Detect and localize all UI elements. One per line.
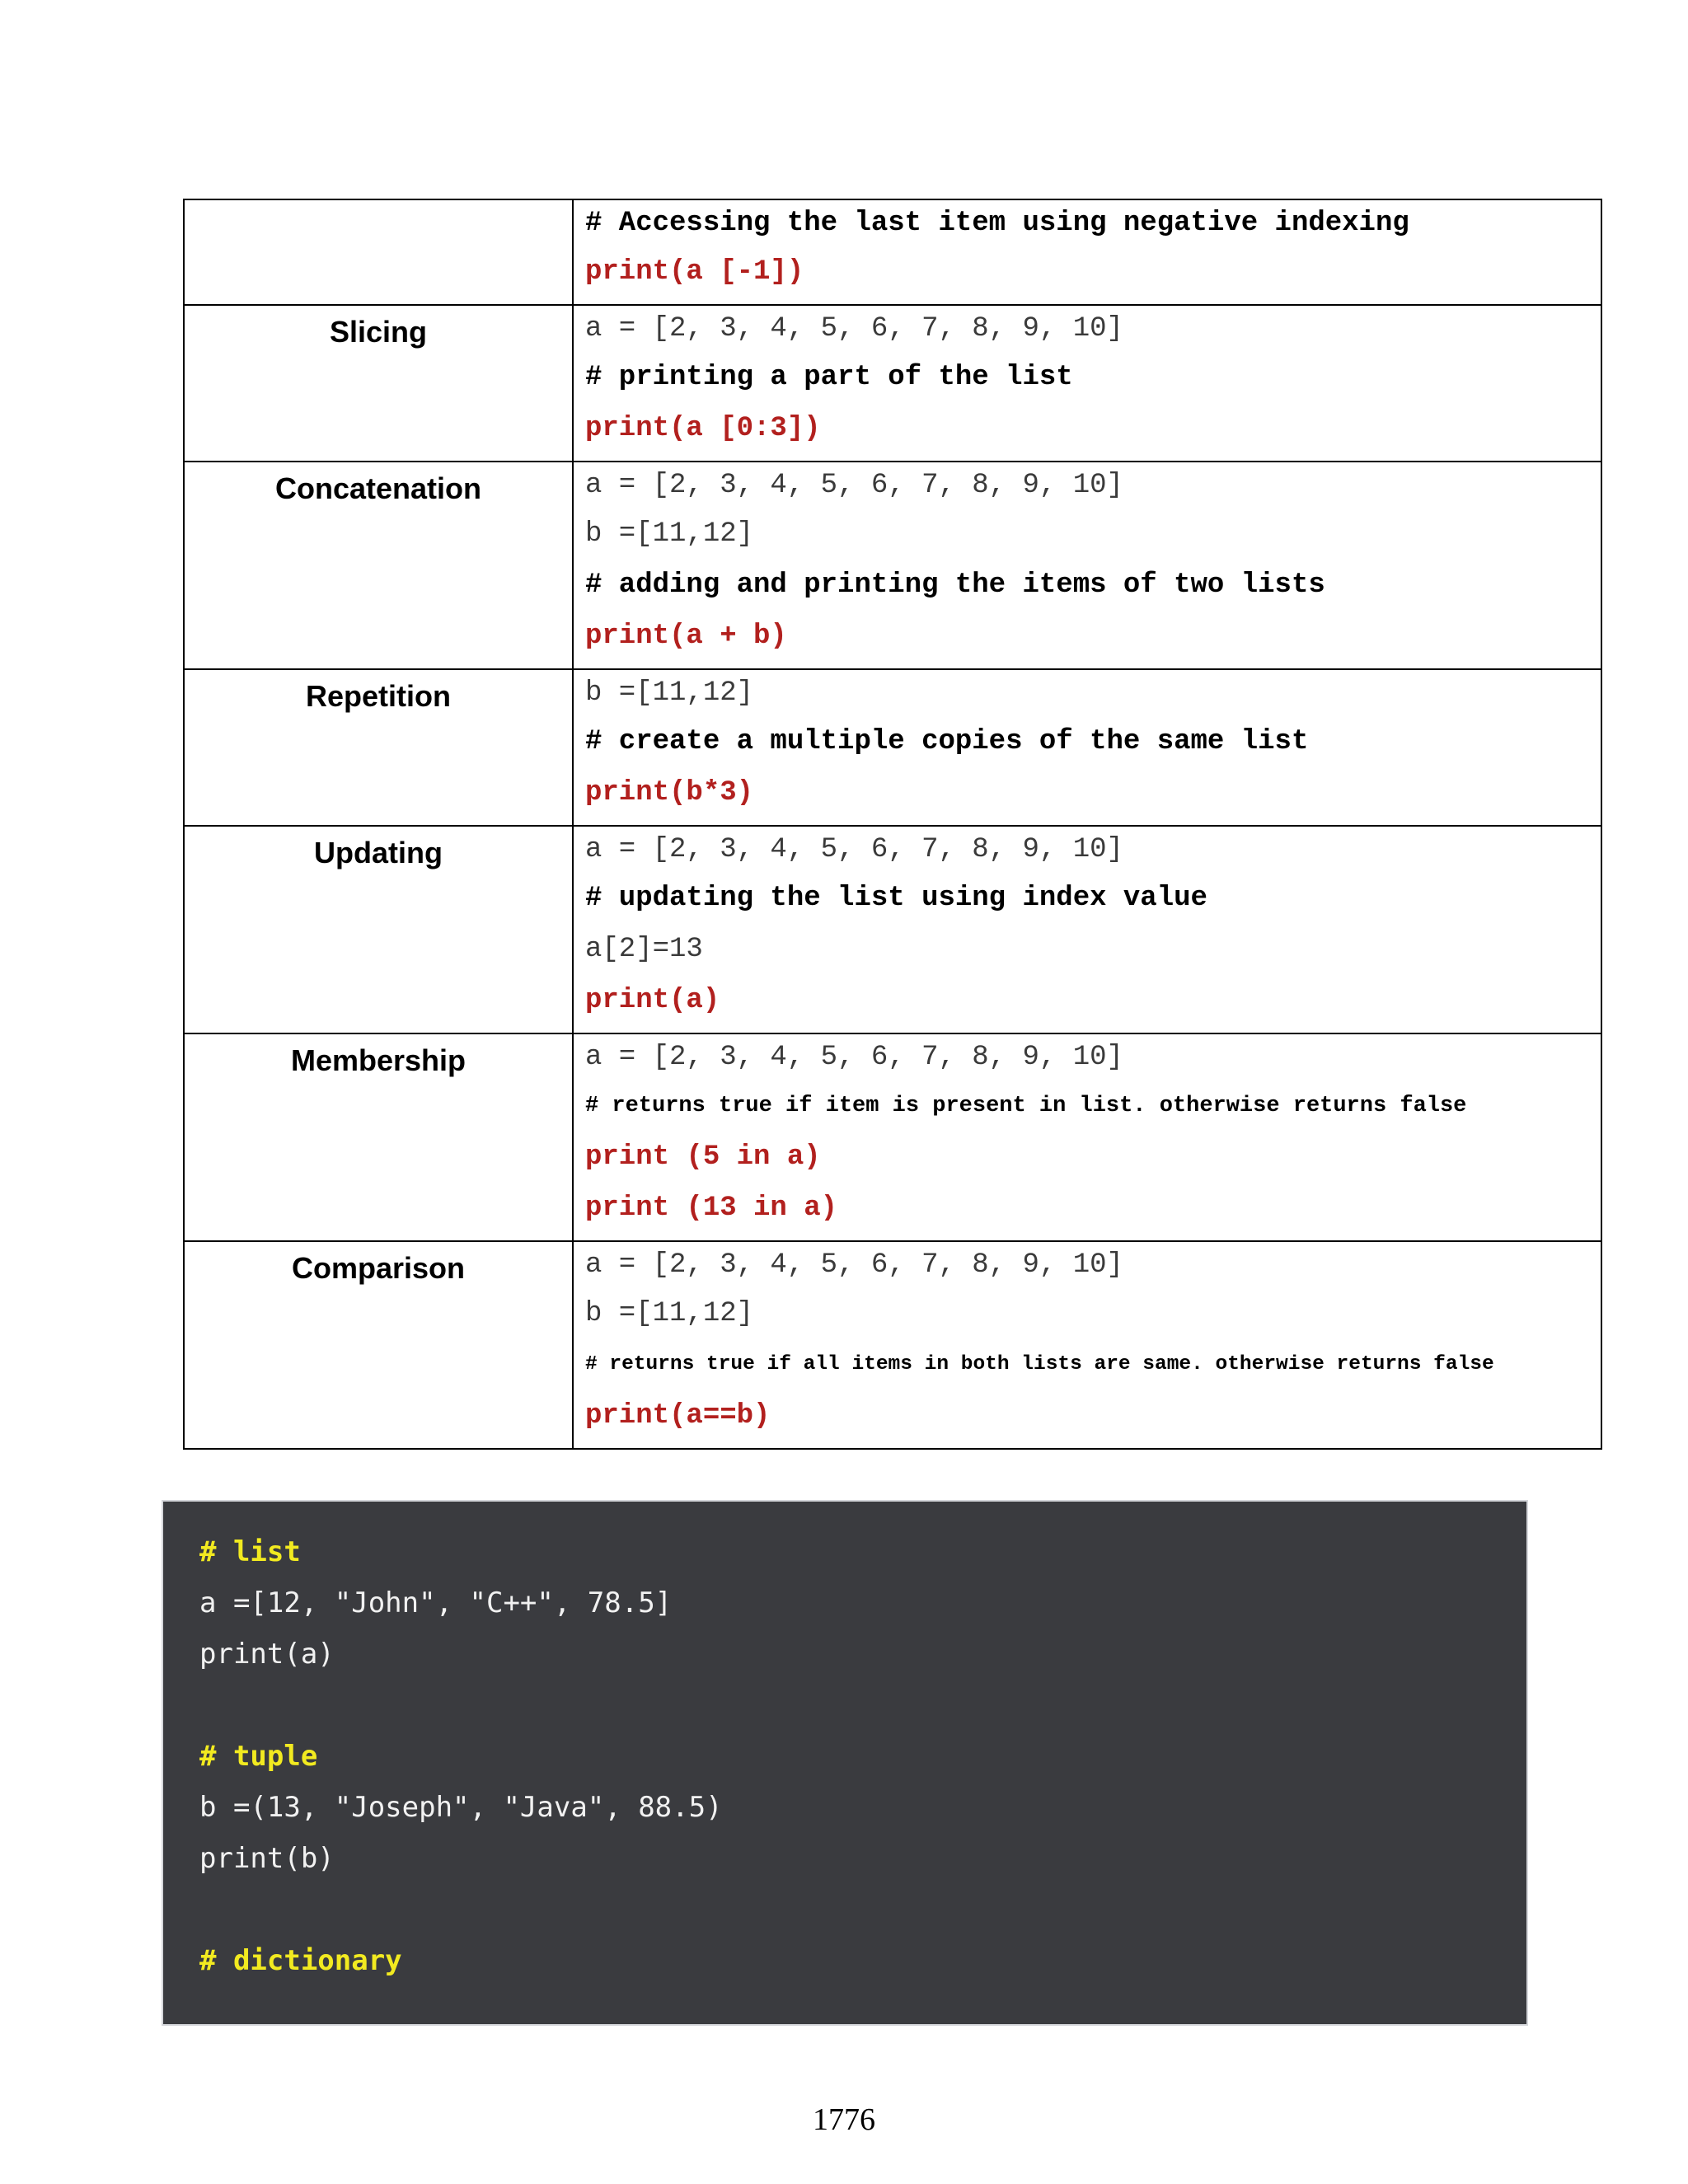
code-comment: # Accessing the last item using negative indexing xyxy=(585,208,1409,239)
operation-code xyxy=(573,1033,1601,1241)
table-row xyxy=(184,305,1601,462)
code-comment: # returns true if all items in both lists are same. otherwise returns false xyxy=(585,1353,1494,1376)
code-line: a = [2, 3, 4, 5, 6, 7, 8, 9, 10] xyxy=(585,1042,1123,1073)
code-comment: # list xyxy=(199,1535,301,1568)
code-line: a = [2, 3, 4, 5, 6, 7, 8, 9, 10] xyxy=(585,834,1123,865)
table-row xyxy=(184,826,1601,1033)
operation-code xyxy=(573,826,1601,1033)
code-line: b =[11,12] xyxy=(585,518,754,550)
code-line: b =[11,12] xyxy=(585,1298,754,1329)
output-statement: print(a + b) xyxy=(585,621,787,652)
code-comment: # create a multiple copies of the same list xyxy=(585,726,1309,757)
table-row xyxy=(184,1033,1601,1241)
code-line: print(b) xyxy=(199,1842,335,1875)
output-statement: print(b*3) xyxy=(585,777,754,808)
code-line: b =(13, "Joseph", "Java", 88.5) xyxy=(199,1791,723,1824)
python-code-block xyxy=(162,1500,1528,2026)
output-statement: print (13 in a) xyxy=(585,1193,838,1224)
list-operations-table xyxy=(183,199,1602,1450)
code-line: a = [2, 3, 4, 5, 6, 7, 8, 9, 10] xyxy=(585,1249,1123,1281)
operation-code xyxy=(573,1241,1601,1449)
operation-name: Concatenation xyxy=(184,462,573,669)
output-statement: print(a==b) xyxy=(585,1400,771,1432)
operation-name: Membership xyxy=(184,1033,573,1241)
operation-code xyxy=(573,669,1601,826)
operation-code xyxy=(573,462,1601,669)
code-comment: # printing a part of the list xyxy=(585,362,1073,393)
code-comment: # dictionary xyxy=(199,1944,402,1977)
code-comment: # returns true if item is present in list. otherwise returns false xyxy=(585,1094,1467,1118)
operation-name: Comparison xyxy=(184,1241,573,1449)
table-body xyxy=(184,199,1601,1449)
output-statement: print (5 in a) xyxy=(585,1141,821,1173)
code-comment: # adding and printing the items of two lists xyxy=(585,569,1325,601)
code-line: b =[11,12] xyxy=(585,677,754,709)
operation-code xyxy=(573,305,1601,462)
blank-line xyxy=(199,1884,1526,1935)
operation-name: Repetition xyxy=(184,669,573,826)
blank-line xyxy=(199,1680,1526,1731)
code-comment: # updating the list using index value xyxy=(585,883,1207,914)
code-line: a[2]=13 xyxy=(585,934,703,965)
output-statement: print(a [0:3]) xyxy=(585,413,821,444)
table-row xyxy=(184,1241,1601,1449)
code-line: a = [2, 3, 4, 5, 6, 7, 8, 9, 10] xyxy=(585,470,1123,501)
table-row xyxy=(184,199,1601,305)
operation-name xyxy=(184,199,573,305)
code-line: a =[12, "John", "C++", 78.5] xyxy=(199,1586,673,1619)
code-comment: # tuple xyxy=(199,1740,318,1773)
page-number: 1776 xyxy=(813,2102,875,2137)
table-row xyxy=(184,462,1601,669)
operation-name: Slicing xyxy=(184,305,573,462)
operation-code xyxy=(573,199,1601,305)
code-line: a = [2, 3, 4, 5, 6, 7, 8, 9, 10] xyxy=(585,313,1123,344)
table-row xyxy=(184,669,1601,826)
code-line: print(a) xyxy=(199,1638,335,1671)
output-statement: print(a) xyxy=(585,985,720,1016)
output-statement: print(a [-1]) xyxy=(585,256,804,288)
operation-name: Updating xyxy=(184,826,573,1033)
